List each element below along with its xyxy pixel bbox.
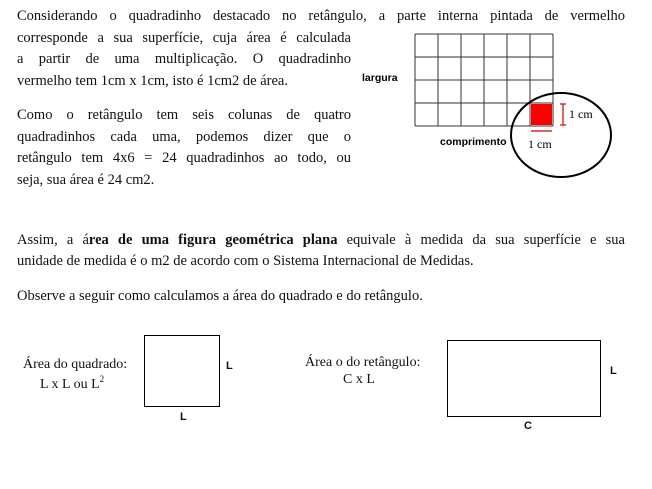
rectangle-shape xyxy=(447,340,601,417)
intro-line-1: Considerando o quadradinho destacado no retângulo, a parte interna pintada de vermelho xyxy=(17,8,625,24)
height-label: 1 cm xyxy=(569,107,593,121)
intro-line-4: vermelho tem 1cm x 1cm, isto é 1cm2 de área. xyxy=(17,73,288,89)
square-formula-exponent: 2 xyxy=(99,374,105,384)
square-title: Área do quadrado: xyxy=(23,357,128,372)
intro-line-3: a partir de uma multiplicação. O quadradinho xyxy=(17,51,351,67)
square-formula xyxy=(40,374,104,393)
comprimento-label: comprimento xyxy=(440,136,507,148)
grid-figure xyxy=(355,30,625,180)
columns-line-4: seja, sua área é 24 cm2. xyxy=(17,172,155,188)
definition-line-2: unidade de medida é o m2 de acordo com o Sistema Internacional de Medidas. xyxy=(17,253,474,269)
definition-prefix: Assim, a á xyxy=(17,232,89,248)
rectangle-formula: C x L xyxy=(343,372,375,387)
square-shape xyxy=(144,335,220,407)
square-side-label-right: L xyxy=(226,360,233,372)
intro-line-2: corresponde a sua superfície, cuja área é calculada xyxy=(17,30,351,46)
columns-line-1: Como o retângulo tem seis colunas de quatro xyxy=(17,107,351,123)
height-dimension-marker xyxy=(560,104,566,125)
highlighted-unit-square xyxy=(531,104,552,125)
rectangle-side-label-bottom: C xyxy=(524,420,532,432)
magnifier-circle xyxy=(511,93,611,177)
definition-line-1 xyxy=(17,230,625,252)
width-label: 1 cm xyxy=(528,137,552,151)
observe-text: Observe a seguir como calculamos a área do quadrado e do retângulo. xyxy=(17,288,423,304)
definition-suffix: equivale à medida da sua superfície e sua xyxy=(337,232,625,248)
square-formula-text: L x L ou L xyxy=(40,377,100,392)
rectangle-side-label-right: L xyxy=(610,365,617,377)
definition-bold: rea de uma figura geométrica plana xyxy=(88,232,338,248)
columns-line-3: retângulo tem 4x6 = 24 quadradinhos ao todo, ou xyxy=(17,150,351,166)
rectangle-title: Área o do retângulo: xyxy=(305,355,421,370)
square-side-label-bottom: L xyxy=(180,411,187,423)
columns-line-2: quadradinhos cada uma, podemos dizer que o xyxy=(17,129,351,145)
largura-label: largura xyxy=(362,72,398,84)
